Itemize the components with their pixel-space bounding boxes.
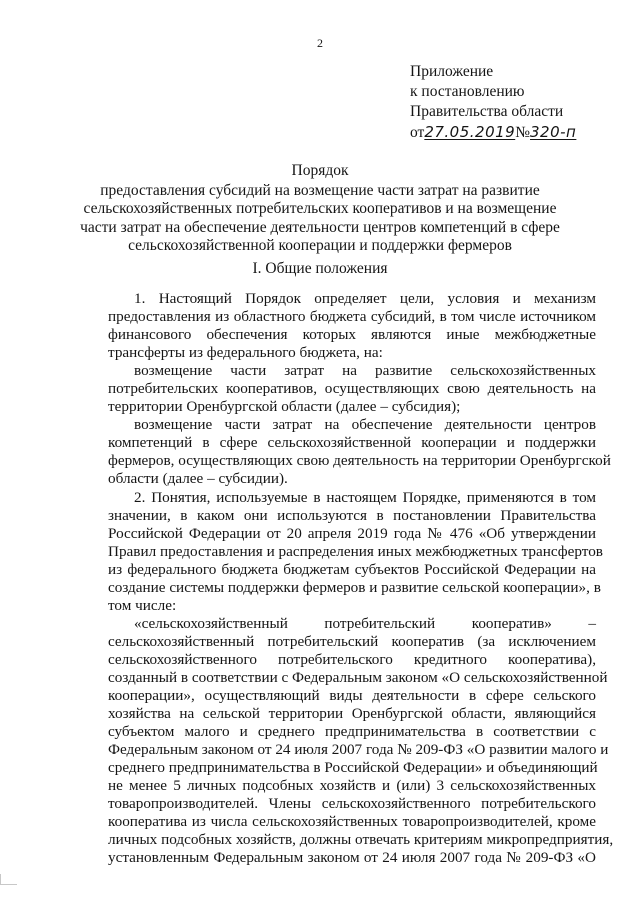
body-line: возмещение части затрат на обеспечение деятельности центров bbox=[134, 416, 596, 434]
appendix-reference: к постановлению bbox=[410, 83, 525, 100]
body-line: финансового обеспечения которых являются иные межбюджетные bbox=[108, 326, 596, 344]
body-line: сельскохозяйственного потребительского кредитного кооператива), bbox=[108, 650, 596, 668]
subtitle-line: части затрат на обеспечение деятельности центров компетенций в сфере bbox=[80, 218, 560, 236]
date-prefix: от bbox=[410, 124, 425, 141]
handwritten-date: 27.05.2019 bbox=[424, 123, 516, 141]
appendix-issuer: Правительства области bbox=[410, 103, 564, 120]
body-line: кооперации», осуществляющий виды деятельности в сфере сельского bbox=[108, 687, 596, 705]
body-line: установленным Федеральным законом от 24 июля 2007 года № 209-ФЗ «О bbox=[108, 849, 596, 867]
scan-corner-mark bbox=[0, 874, 17, 885]
body-line: территории Оренбургской области (далее – субсидия); bbox=[108, 398, 461, 416]
body-line: потребительских кооперативов, осуществляющих свою деятельность на bbox=[108, 380, 596, 398]
document-title: Порядок bbox=[291, 162, 349, 179]
body-line: создание системы поддержки фермеров и развитие сельской кооперации», в bbox=[108, 578, 601, 596]
body-line: среднего предпринимательства в Российской Федерации» и объединяющий bbox=[108, 759, 598, 777]
body-line: Правил предоставления и распределения иных межбюджетных трансфертов bbox=[108, 542, 603, 560]
subtitle-line: предоставления субсидий на возмещение части затрат на развитие bbox=[100, 182, 540, 199]
section-heading: I. Общие положения bbox=[252, 260, 388, 277]
body-line: значении, в каком они используются в постановлении Правительства bbox=[108, 506, 596, 524]
body-line: субъектом малого и среднего предпринимательства в соответствии с bbox=[108, 723, 596, 741]
body-line: созданный в соответствии с Федеральным законом «О сельскохозяйственной bbox=[108, 668, 608, 686]
appendix-date-line bbox=[410, 122, 576, 143]
body-line: области (далее – субсидии). bbox=[108, 470, 288, 488]
body-line: товаропроизводителей. Члены сельскохозяйственного потребительского bbox=[108, 795, 596, 813]
document-subtitle bbox=[0, 182, 640, 256]
body-line: компетенций в сфере сельскохозяйственной кооперации и поддержки bbox=[108, 434, 596, 452]
body-line: трансферты из федерального бюджета, на: bbox=[108, 344, 383, 362]
body-line: том числе: bbox=[108, 596, 177, 614]
body-line: из федерального бюджета бюджетам субъектов Российской Федерации на bbox=[108, 560, 596, 578]
body-line: не менее 5 личных подсобных хозяйств и (или) 3 сельскохозяйственных bbox=[108, 777, 596, 795]
body-line: Федеральным законом от 24 июля 2007 года № 209-ФЗ «О развитии малого и bbox=[108, 741, 609, 759]
appendix-label: Приложение bbox=[410, 63, 494, 80]
appendix-block bbox=[410, 62, 576, 143]
body-line: Российской Федерации от 20 апреля 2019 года № 476 «Об утверждении bbox=[108, 524, 596, 542]
subtitle-line: сельскохозяйственных потребительских кооперативов и на возмещение bbox=[83, 200, 557, 218]
number-prefix: № bbox=[515, 124, 531, 141]
body-line: фермеров, осуществляющих свою деятельность на территории Оренбургской bbox=[108, 452, 611, 470]
body-line: кооператива из числа сельскохозяйственных товаропроизводителей, кроме bbox=[108, 813, 596, 831]
body-line: 1. Настоящий Порядок определяет цели, условия и механизм bbox=[134, 290, 596, 307]
body-line: возмещение части затрат на развитие сельскохозяйственных bbox=[134, 362, 596, 380]
body-line: хозяйства на сельской территории Оренбургской области, являющийся bbox=[108, 705, 596, 723]
page-number: 2 bbox=[317, 36, 323, 50]
body-line: предоставления из областного бюджета субсидий, в том числе источником bbox=[108, 308, 596, 326]
body-text bbox=[108, 290, 614, 868]
body-line: сельскохозяйственный потребительский кооператив (за исключением bbox=[108, 632, 596, 650]
body-line: «сельскохозяйственный потребительский кооператив» – bbox=[134, 614, 596, 632]
subtitle-line: сельскохозяйственной кооперации и поддержки фермеров bbox=[128, 237, 512, 255]
handwritten-number: 320-п bbox=[530, 123, 577, 141]
body-line: личных подсобных хозяйств, должны отвечать критериям микропредприятия, bbox=[108, 831, 614, 849]
body-line: 2. Понятия, используемые в настоящем Порядке, применяются в том bbox=[134, 488, 596, 506]
